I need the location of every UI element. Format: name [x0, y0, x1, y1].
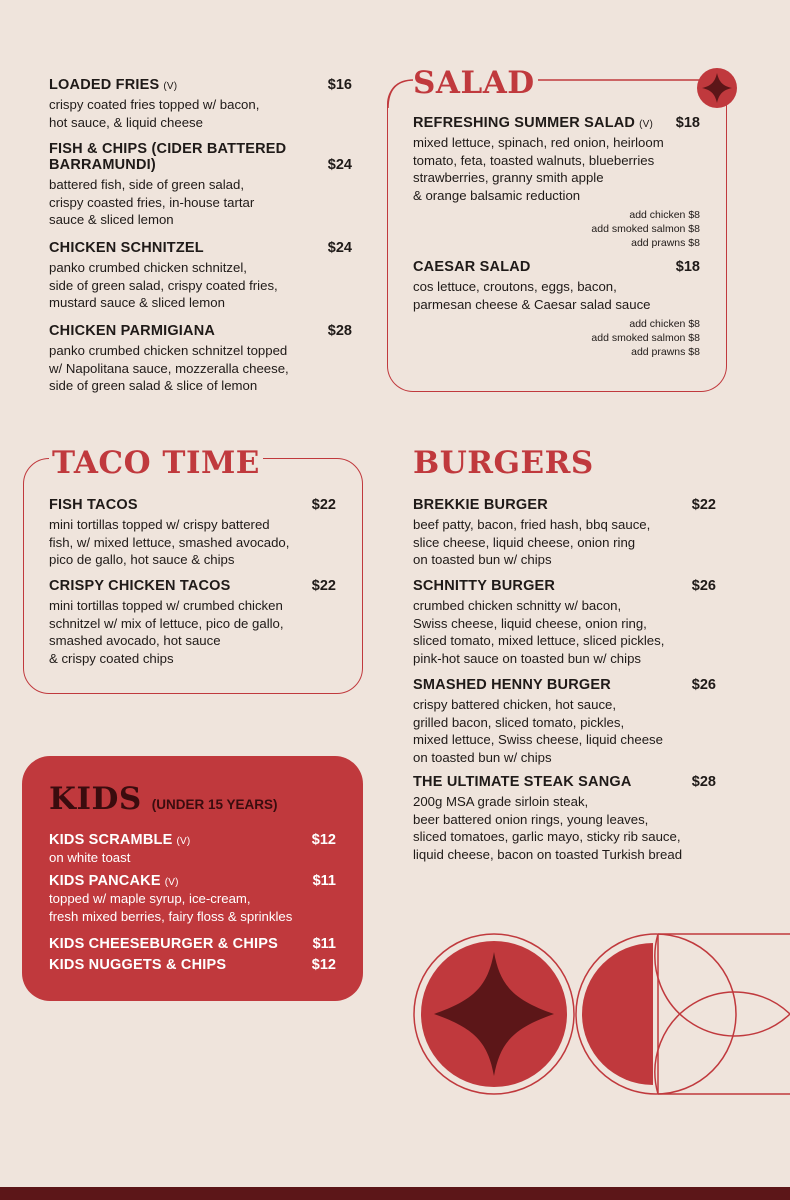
item-description: panko crumbed chicken schnitzel, side of green salad, crispy coated fries, mustard sauce & sliced lemon [49, 260, 278, 310]
burgers-title: BURGERS [413, 445, 594, 481]
taco-title: TACO TIME [49, 448, 263, 479]
item-description: mixed lettuce, spinach, red onion, heirloom tomato, feta, toasted walnuts, blueberries strawberries, granny smith apple & orange balsamic reduction [413, 135, 664, 203]
menu-item-ultimate-steak-sanga: THE ULTIMATE STEAK SANGA $28 200g MSA grade sirloin steak, beer battered onion rings, young leaves, sliced tomatoes, garlic mayo, sticky rib sauce, liquid cheese, bacon on toasted Turkish bread [413, 774, 716, 862]
kids-title: KIDS [49, 781, 142, 817]
menu-item-crispy-chicken-tacos: CRISPY CHICKEN TACOS $22 mini tortillas topped w/ crumbed chicken schnitzel w/ mix of lettuce, pico de gallo, smashed avocado, hot sauce & crispy coated chips [49, 578, 336, 666]
menu-item-fish-tacos: FISH TACOS $22 mini tortillas topped w/ crispy battered fish, w/ mixed lettuce, smashed avocado, pico de gallo, hot sauce & chips [49, 497, 336, 567]
price: $22 [311, 497, 336, 513]
price: $24 [327, 157, 352, 173]
item-description: mini tortillas topped w/ crumbed chicken schnitzel w/ mix of lettuce, pico de gallo, smashed avocado, hot sauce & crispy coated chips [49, 598, 284, 666]
price: $16 [327, 77, 352, 93]
item-description: on white toast [49, 850, 131, 865]
kids-section [22, 756, 363, 1001]
price: $18 [675, 259, 700, 275]
addon-list: add chicken $8 add smoked salmon $8 add prawns $8 [591, 209, 700, 249]
menu-item-fish-and-chips: FISH & CHIPS (CIDER BATTERED BARRAMUNDI) $24 battered fish, side of green salad, crispy coasted fries, in-house tartar sauce & sliced lemon [49, 141, 352, 227]
menu-item-caesar-salad: CAESAR SALAD $18 cos lettuce, croutons, eggs, bacon, parmesan cheese & Caesar salad sauce add chicken $8 add smoked salmon $8 add prawns $8 [413, 259, 700, 358]
price: $11 [312, 873, 336, 889]
menu-item-brekkie-burger: BREKKIE BURGER $22 beef patty, bacon, fried hash, bbq sauce, slice cheese, liquid cheese, onion ring on toasted bun w/ chips [413, 497, 716, 567]
menu-item-kids-nuggets: KIDS NUGGETS & CHIPS $12 [49, 957, 336, 973]
item-description: crispy coated fries topped w/ bacon, hot sauce, & liquid cheese [49, 97, 260, 130]
menu-item-kids-scramble: KIDS SCRAMBLE (V) $12 on white toast [49, 832, 336, 865]
menu-item-chicken-schnitzel: CHICKEN SCHNITZEL $24 panko crumbed chicken schnitzel, side of green salad, crispy coated fries, mustard sauce & sliced lemon [49, 240, 352, 310]
item-description: 200g MSA grade sirloin steak, beer battered onion rings, young leaves, sliced tomatoes, garlic mayo, sticky rib sauce, liquid cheese, bacon on toasted Turkish bread [413, 794, 683, 862]
price: $12 [311, 957, 336, 973]
menu-item-schnitty-burger: SCHNITTY BURGER $26 crumbed chicken schnitty w/ bacon, Swiss cheese, liquid cheese, onion ring, sliced tomato, mixed lettuce, sliced pickles, pink-hot sauce on toasted bun w/ chips [413, 578, 716, 666]
kids-subtitle: (UNDER 15 YEARS) [151, 797, 278, 812]
item-description: crumbed chicken schnitty w/ bacon, Swiss cheese, liquid cheese, onion ring, sliced tomato, mixed lettuce, sliced pickles, pink-hot sauce on toasted bun w/ chips [413, 598, 665, 666]
addon-list: add chicken $8 add smoked salmon $8 add prawns $8 [591, 318, 700, 358]
item-description: crispy battered chicken, hot sauce, grilled bacon, sliced tomato, pickles, mixed lettuce, Swiss cheese, liquid cheese on toasted bun w/ chips [413, 697, 663, 765]
price: $22 [691, 497, 716, 513]
menu-item-loaded-fries: LOADED FRIES (V) $16 crispy coated fries topped w/ bacon, hot sauce, & liquid cheese [49, 77, 352, 130]
item-description: battered fish, side of green salad, crispy coasted fries, in-house tartar sauce & sliced lemon [49, 177, 255, 227]
menu-item-kids-cheeseburger: KIDS CHEESEBURGER & CHIPS $11 [49, 936, 336, 952]
menu-item-chicken-parmigiana: CHICKEN PARMIGIANA $28 panko crumbed chicken schnitzel topped w/ Napolitana sauce, mozzeralla cheese, side of green salad & slice of lemon [49, 323, 352, 393]
price: $28 [691, 774, 716, 790]
price: $11 [312, 936, 336, 952]
menu-item-smashed-henny-burger: SMASHED HENNY BURGER $26 crispy battered chicken, hot sauce, grilled bacon, sliced tomato, pickles, mixed lettuce, Swiss cheese, liquid cheese on toasted bun w/ chips [413, 677, 716, 765]
menu-item-kids-pancake: KIDS PANCAKE (V) $11 topped w/ maple syrup, ice-cream, fresh mixed berries, fairy floss & sprinkles [49, 873, 336, 924]
item-description: topped w/ maple syrup, ice-cream, fresh mixed berries, fairy floss & sprinkles [49, 891, 293, 924]
four-point-star-icon [696, 67, 738, 109]
price: $18 [675, 115, 700, 131]
price: $26 [691, 677, 716, 693]
decorative-circle-pattern [410, 930, 790, 1100]
price: $28 [327, 323, 352, 339]
item-description: panko crumbed chicken schnitzel topped w/ Napolitana sauce, mozzeralla cheese, side of green salad & slice of lemon [49, 343, 289, 393]
bottom-border-bar [0, 1187, 790, 1200]
item-description: mini tortillas topped w/ crispy battered fish, w/ mixed lettuce, smashed avocado, pico de gallo, hot sauce & chips [49, 517, 290, 567]
item-description: beef patty, bacon, fried hash, bbq sauce, slice cheese, liquid cheese, onion ring on toasted bun w/ chips [413, 517, 651, 567]
price: $26 [691, 578, 716, 594]
price: $12 [311, 832, 336, 848]
price: $24 [327, 240, 352, 256]
item-description: cos lettuce, croutons, eggs, bacon, parmesan cheese & Caesar salad sauce [413, 279, 651, 312]
price: $22 [311, 578, 336, 594]
menu-item-refreshing-summer-salad: REFRESHING SUMMER SALAD (V) $18 mixed lettuce, spinach, red onion, heirloom tomato, feta, toasted walnuts, blueberries strawberries, granny smith apple & orange balsamic reduction add chicken $8 add smoked salmon $8 add prawns $8 [413, 115, 700, 249]
salad-title: SALAD [413, 68, 538, 99]
